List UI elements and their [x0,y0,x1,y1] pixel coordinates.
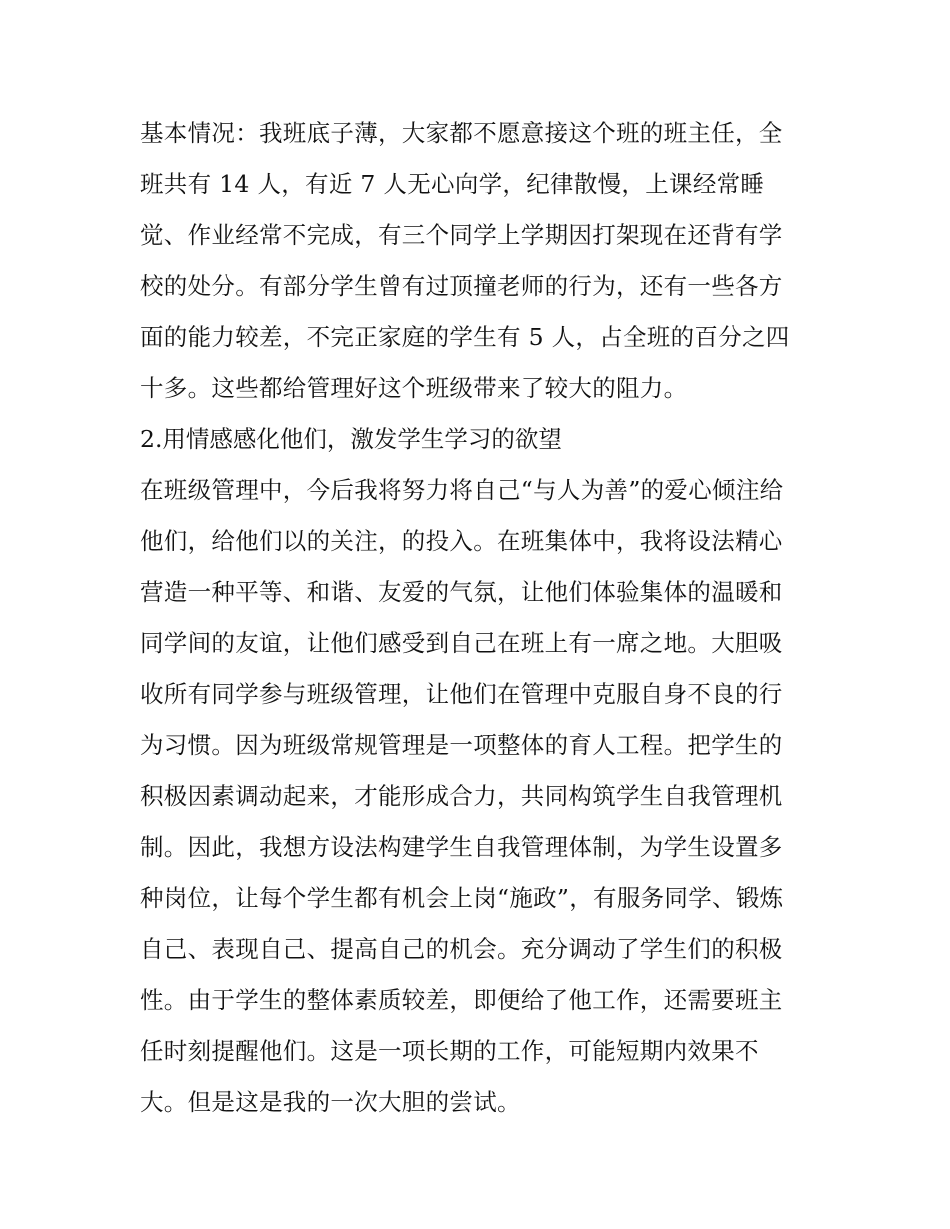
text-line: 积极因素调动起来，才能形成合力，共同构筑学生自我管理机 [140,782,783,810]
text-line: 种岗位，让每个学生都有机会上岗“施政”，有服务同学、锻炼 [140,884,784,912]
text-line: 为习惯。因为班级常规管理是一项整体的育人工程。把学生的 [140,731,783,759]
text-line: 觉、作业经常不完成，有三个同学上学期因打架现在还背有学 [140,221,783,249]
text-line: 十多。这些都给管理好这个班级带来了较大的阻力。 [140,374,688,402]
text-line: 自己、表现自己、提高自己的机会。充分调动了学生们的积极 [140,935,783,963]
text-line: 班共有 14 人，有近 7 人无心向学，纪律散慢，上课经常睡 [140,170,765,198]
text-line: 任时刻提醒他们。这是一项长期的工作，可能短期内效果不 [140,1037,759,1065]
paragraph-class-management [140,465,820,1128]
section-heading: 2.用情感感化他们，激发学生学习的欲望 [140,425,562,453]
text-line: 他们，给他们以的关注，的投入。在班集体中，我将设法精心 [140,527,783,555]
text-line: 大。但是这是我的一次大胆的尝试。 [140,1088,521,1116]
text-line: 在班级管理中，今后我将努力将自己“与人为善”的爱心倾注给 [140,476,784,504]
text-line: 校的处分。有部分学生曾有过顶撞老师的行为，还有一些各方 [140,272,783,300]
document-body [140,108,820,1128]
text-line: 收所有同学参与班级管理，让他们在管理中克服自身不良的行 [140,680,783,708]
paragraph-basic-situation [140,108,820,414]
text-line: 面的能力较差，不完正家庭的学生有 5 人，占全班的百分之四 [140,323,790,351]
text-line: 同学间的友谊，让他们感受到自己在班上有一席之地。大胆吸 [140,629,783,657]
text-line: 性。由于学生的整体素质较差，即便给了他工作，还需要班主 [140,986,783,1014]
text-line: 基本情况：我班底子薄，大家都不愿意接这个班的班主任，全 [140,119,783,147]
text-line: 制。因此，我想方设法构建学生自我管理体制，为学生设置多 [140,833,783,861]
text-line: 营造一种平等、和谐、友爱的气氛，让他们体验集体的温暖和 [140,578,783,606]
